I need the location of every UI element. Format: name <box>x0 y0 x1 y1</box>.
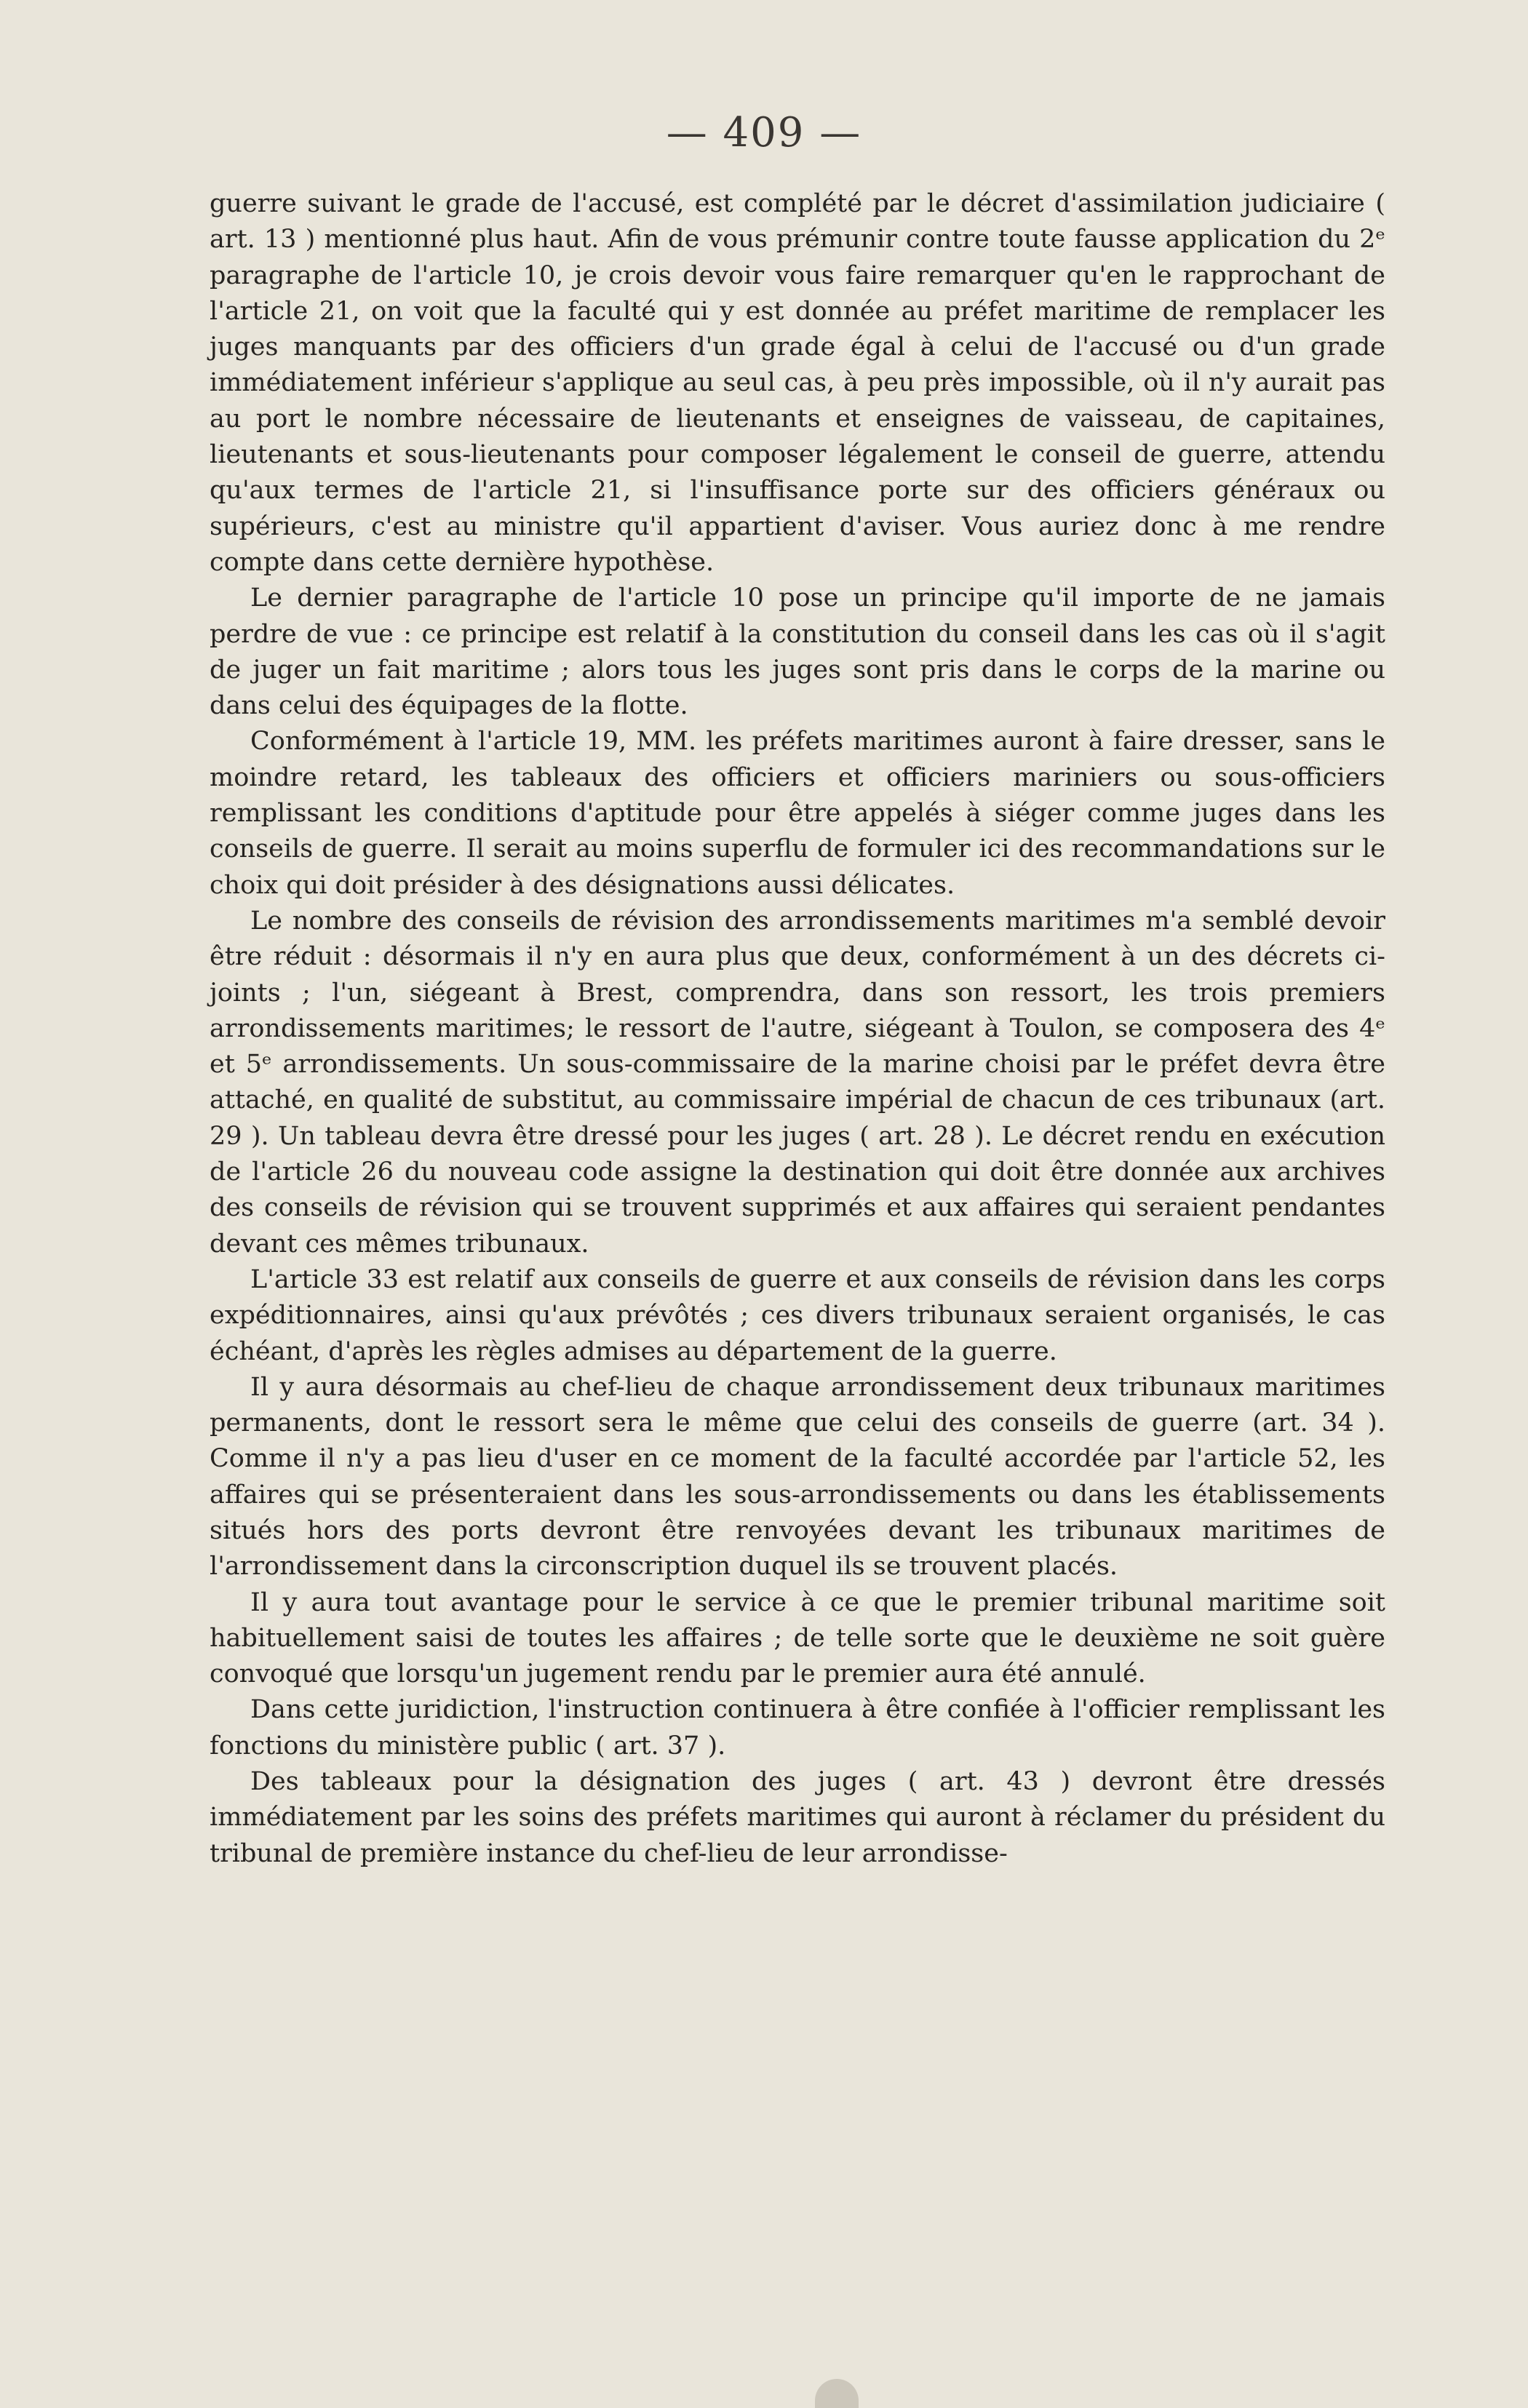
paragraph: Le dernier paragraphe de l'article 10 pose un principe qu'il importe de ne jamais perdre de vue : ce principe est relatif à la constitution du conseil dans les cas où il s'agit de juger un fait maritime ; alors tous les juges sont pris dans le corps de la marine ou dans celui des équipages de la flotte. <box>210 583 1385 721</box>
paragraph: guerre suivant le grade de l'accusé, est complété par le décret d'assimilation judiciaire ( art. 13 ) mentionné plus haut. Afin de vous prémunir contre toute fausse application du 2ᵉ paragraphe de l'article 10, je crois devoir vous faire remarquer qu'en le rapprochant de l'article 21, on voit que la faculté qui y est donnée au préfet maritime de remplacer les juges manquants par des officiers d'un grade égal à celui de l'accusé ou d'un grade immédiatement inférieur s'applique au seul cas, à peu près impossible, où il n'y aurait pas au port le nombre nécessaire de lieutenants et enseignes de vaisseau, de capitaines, lieutenants et sous-lieutenants pour composer légalement le conseil de guerre, attendu qu'aux termes de l'article 21, si l'insuffisance porte sur des officiers généraux ou supérieurs, c'est au ministre qu'il appartient d'aviser. Vous auriez donc à me rendre compte dans cette dernière hypothèse. <box>210 189 1385 577</box>
paragraph: Des tableaux pour la désignation des juges ( art. 43 ) devront être dressés immédiatement par les soins des préfets maritimes qui auront à réclamer du président du tribunal de première instance du chef-lieu de leur arrondisse- <box>210 1767 1385 1868</box>
paragraph: Il y aura tout avantage pour le service à ce que le premier tribunal maritime soit habituellement saisi de toutes les affaires ; de telle sorte que le deuxième ne soit guère convoqué que lorsqu'un jugement rendu par le premier aura été annulé. <box>210 1587 1385 1689</box>
page-number: — 409 — <box>666 109 862 156</box>
paragraph: Conformément à l'article 19, MM. les préfets maritimes auront à faire dresser, sans le moindre retard, les tableaux des officiers et officiers mariniers ou sous-officiers remplissant les conditions d'aptitude pour être appelés à siéger comme juges dans les conseils de guerre. Il serait au moins superflu de formuler ici des recommandations sur le choix qui doit présider à des désignations aussi délicates. <box>210 727 1385 900</box>
body-text <box>210 186 1385 1872</box>
paragraph: Le nombre des conseils de révision des arrondissements maritimes m'a semblé devoir être réduit : désormais il n'y en aura plus que deux, conformément à un des décrets ci-joints ; l'un, siégeant à Brest, comprendra, dans son ressort, les trois premiers arrondissements maritimes; le ressort de l'autre, siégeant à Toulon, se composera des 4ᵉ et 5ᵉ arrondissements. Un sous-commissaire de la marine choisi par le préfet devra être attaché, en qualité de substitut, au commissaire impérial de chacun de ces tribunaux (art. 29 ). Un tableau devra être dressé pour les juges ( art. 28 ). Le décret rendu en exécution de l'article 26 du nouveau code assigne la destination qui doit être donnée aux archives des conseils de révision qui se trouvent supprimés et aux affaires qui seraient pendantes devant ces mêmes tribunaux. <box>210 906 1385 1259</box>
paragraph: Dans cette juridiction, l'instruction continuera à être confiée à l'officier remplissant les fonctions du ministère public ( art. 37 ). <box>210 1695 1385 1761</box>
paragraph: Il y aura désormais au chef-lieu de chaque arrondissement deux tribunaux maritimes permanents, dont le ressort sera le même que celui des conseils de guerre (art. 34 ). Comme il n'y a pas lieu d'user en ce moment de la faculté accordée par l'article 52, les affaires qui se présenteraient dans les sous-arrondissements ou dans les établissements situés hors des ports devront être renvoyées devant les tribunaux maritimes de l'arrondissement dans la circonscription duquel ils se trouvent placés. <box>210 1372 1385 1582</box>
binding-shadow-mark <box>815 2379 859 2408</box>
paragraph: L'article 33 est relatif aux conseils de guerre et aux conseils de révision dans les corps expéditionnaires, ainsi qu'aux prévôtés ; ces divers tribunaux seraient organisés, le cas échéant, d'après les règles admises au département de la guerre. <box>210 1264 1385 1366</box>
